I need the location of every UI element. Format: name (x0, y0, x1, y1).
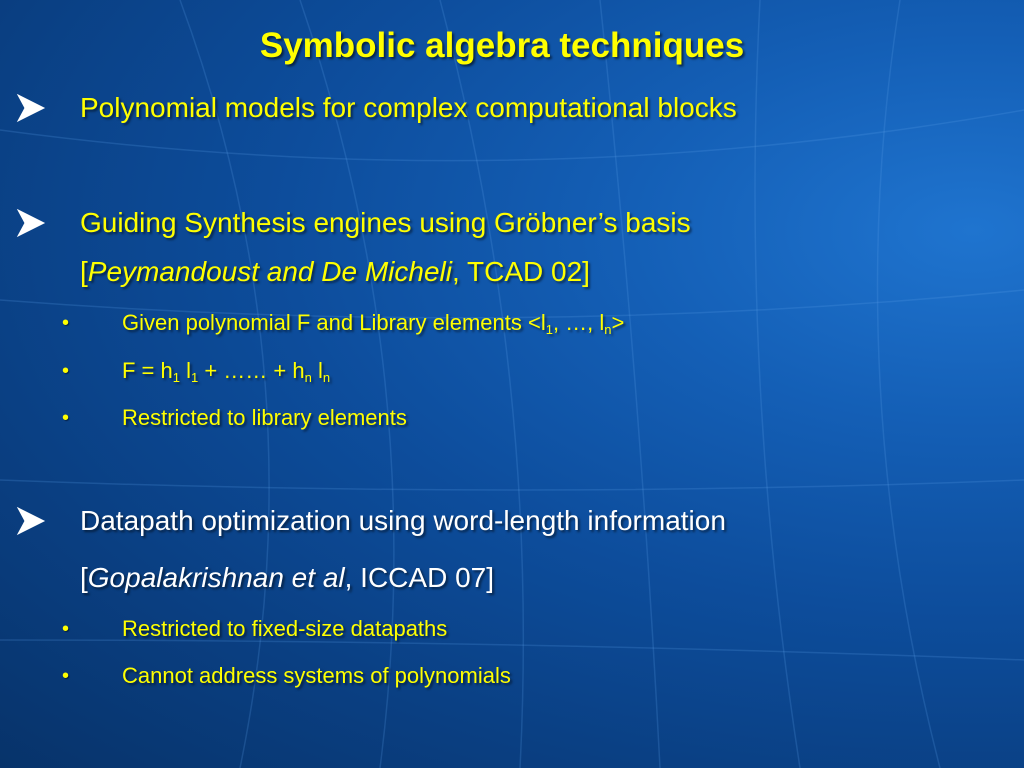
subscript: n (304, 370, 312, 385)
subscript: n (604, 322, 612, 337)
arrowhead-bullet-icon (16, 93, 46, 123)
ref-authors: Gopalakrishnan et al (87, 562, 345, 593)
bullet-dot: • (62, 360, 70, 382)
bullet-dot: • (62, 618, 70, 640)
bullet-dot: • (62, 407, 70, 429)
subitem-cannot-address: Cannot address systems of polynomials (122, 663, 511, 688)
item-datapath-reference (80, 562, 494, 594)
subitem-fixed-size: Restricted to fixed-size datapaths (122, 616, 448, 641)
subitem-f-equation (122, 358, 330, 385)
text-segment: l (311, 358, 323, 383)
subscript: 1 (190, 370, 199, 385)
text-segment: + …… + h (198, 358, 305, 383)
ref-open-bracket: [ (80, 256, 88, 287)
slide-title: Symbolic algebra techniques (259, 26, 745, 65)
subitem-given-polynomial (122, 310, 624, 337)
item-guiding-synthesis-reference (80, 256, 590, 288)
subscript: 1 (172, 370, 180, 385)
text-segment: F = h (122, 358, 173, 383)
subitem-restricted-library: Restricted to library elements (122, 405, 407, 430)
item-datapath-optimization: Datapath optimization using word-length information (80, 505, 726, 536)
bullet-dot: • (62, 665, 70, 687)
ref-venue: , TCAD 02] (451, 256, 590, 287)
item-guiding-synthesis: Guiding Synthesis engines using Gröbner’s basis (80, 207, 691, 238)
bullet-dot: • (62, 312, 70, 334)
text-segment: , …, l (552, 310, 605, 335)
item-polynomial-models: Polynomial models for complex computational blocks (80, 92, 737, 123)
text-segment: > (611, 310, 625, 335)
ref-authors: Peymandoust and De Micheli (87, 256, 452, 287)
ref-venue: , ICCAD 07] (344, 562, 494, 593)
ref-open-bracket: [ (80, 562, 88, 593)
arrowhead-bullet-icon (16, 506, 46, 536)
subscript: 1 (545, 322, 553, 337)
text-segment: l (179, 358, 191, 383)
arrowhead-bullet-icon (16, 208, 46, 238)
text-segment: Given polynomial F and Library elements <l (122, 310, 546, 335)
subscript: n (322, 370, 331, 385)
